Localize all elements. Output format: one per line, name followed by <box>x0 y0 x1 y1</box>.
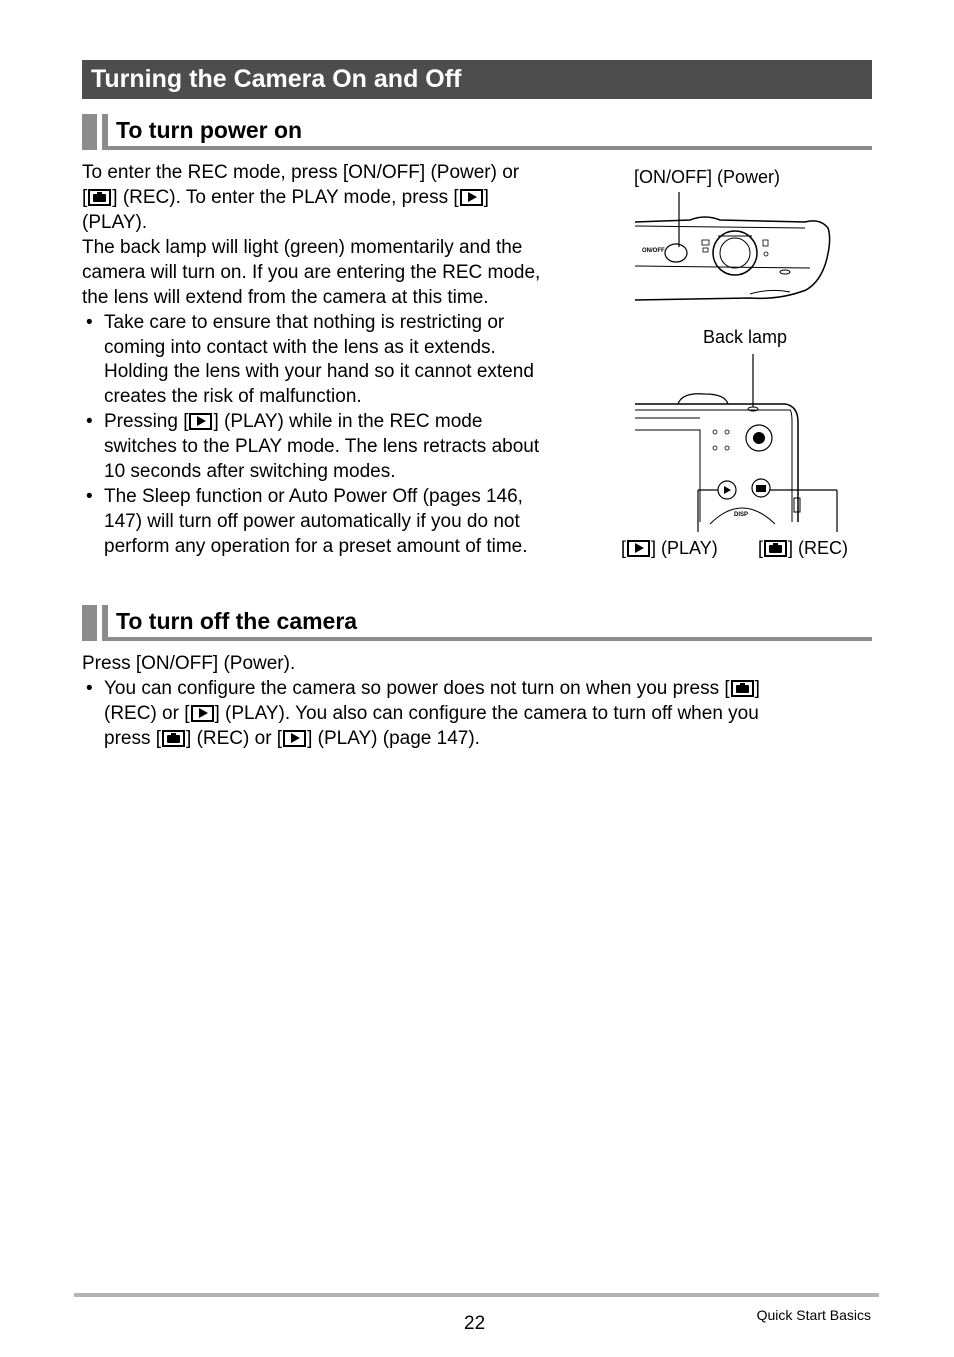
label-text: ] (REC) <box>788 538 849 558</box>
body-line: Press [ON/OFF] (Power). <box>82 653 296 674</box>
body-text: ] (REC) or [ <box>186 728 283 749</box>
section-heading-turn-on <box>82 114 872 150</box>
page-number: 22 <box>464 1313 486 1334</box>
heading-text: To turn off the camera <box>116 608 358 634</box>
heading-marker <box>102 605 108 641</box>
page-title: Turning the Camera On and Off <box>91 65 462 93</box>
bullet-line: coming into contact with the lens as it extends. <box>104 337 496 358</box>
body-text: press [ <box>104 728 162 749</box>
heading-marker <box>82 605 97 641</box>
page-title-bar <box>82 60 872 99</box>
heading-text: To turn power on <box>116 117 303 143</box>
disp-text: DISP <box>734 512 749 518</box>
bracket-text: [ <box>621 538 627 558</box>
bullet-dot: • <box>86 312 93 333</box>
body-text: (REC) or [ <box>104 703 190 724</box>
play-icon <box>460 189 483 206</box>
play-icon <box>189 413 212 430</box>
bullet-dot: • <box>86 678 93 699</box>
heading-underline <box>108 146 872 150</box>
footer-section-name: Quick Start Basics <box>756 1307 871 1323</box>
body-line: (PLAY). <box>82 212 148 233</box>
power-button-label: [ON/OFF] (Power) <box>634 167 781 187</box>
body-text: Pressing [ <box>104 411 189 432</box>
play-icon <box>191 705 214 722</box>
camera-top-illustration <box>630 190 835 305</box>
body-line: The back lamp will light (green) momentarily and the <box>82 237 523 258</box>
play-icon <box>627 540 650 557</box>
camera-icon <box>162 730 185 747</box>
camera-icon <box>764 540 787 557</box>
bullet-line: Take care to ensure that nothing is restricting or <box>104 312 505 333</box>
play-button-label <box>621 537 718 559</box>
bullet-line: Holding the lens with your hand so it cannot extend <box>104 361 534 382</box>
back-lamp-label: Back lamp <box>703 327 788 347</box>
bullet-dot: • <box>86 411 93 432</box>
onoff-text: ON/OFF <box>642 248 665 254</box>
camera-icon <box>88 189 111 206</box>
bullet-line <box>104 726 480 751</box>
bullet-line: The Sleep function or Auto Power Off (pages 146, <box>104 486 523 507</box>
body-line: the lens will extend from the camera at this time. <box>82 287 489 308</box>
body-line: To enter the REC mode, press [ON/OFF] (Power) or <box>82 162 520 183</box>
rec-button-label <box>758 537 848 559</box>
label-text: ] (PLAY) <box>651 538 718 558</box>
bullet-line: creates the risk of malfunction. <box>104 386 362 407</box>
camera-back-illustration <box>630 352 845 532</box>
bracket-text: ] <box>754 678 760 699</box>
body-text: ] (PLAY) (page 147). <box>307 728 480 749</box>
heading-marker <box>102 114 108 150</box>
bullet-line: switches to the PLAY mode. The lens retracts about <box>104 436 540 457</box>
body-text: ] (PLAY) while in the REC mode <box>213 411 483 432</box>
bullet-line <box>104 676 760 701</box>
body-text: ] (PLAY). You also can configure the camera to turn off when you <box>214 703 759 724</box>
body-text: You can configure the camera so power does not turn on when you press [ <box>104 678 730 699</box>
body-text: ] (REC). To enter the PLAY mode, press [ <box>112 187 459 208</box>
bullet-line: perform any operation for a preset amount of time. <box>104 536 528 557</box>
bullet-dot: • <box>86 486 93 507</box>
camera-icon <box>731 680 754 697</box>
bullet-line: 10 seconds after switching modes. <box>104 461 396 482</box>
bullet-line: 147) will turn off power automatically if you do not <box>104 511 520 532</box>
footer-rule <box>74 1293 879 1297</box>
bullet-line <box>104 409 482 434</box>
bracket-text: [ <box>82 187 88 208</box>
body-line <box>82 185 489 210</box>
heading-marker <box>82 114 97 150</box>
play-icon <box>283 730 306 747</box>
bullet-line <box>104 701 759 726</box>
section-heading-turn-off <box>82 605 872 641</box>
bracket-text: ] <box>483 187 489 208</box>
body-line: camera will turn on. If you are entering the REC mode, <box>82 262 541 283</box>
bracket-text: [ <box>758 538 764 558</box>
heading-underline <box>108 637 872 641</box>
